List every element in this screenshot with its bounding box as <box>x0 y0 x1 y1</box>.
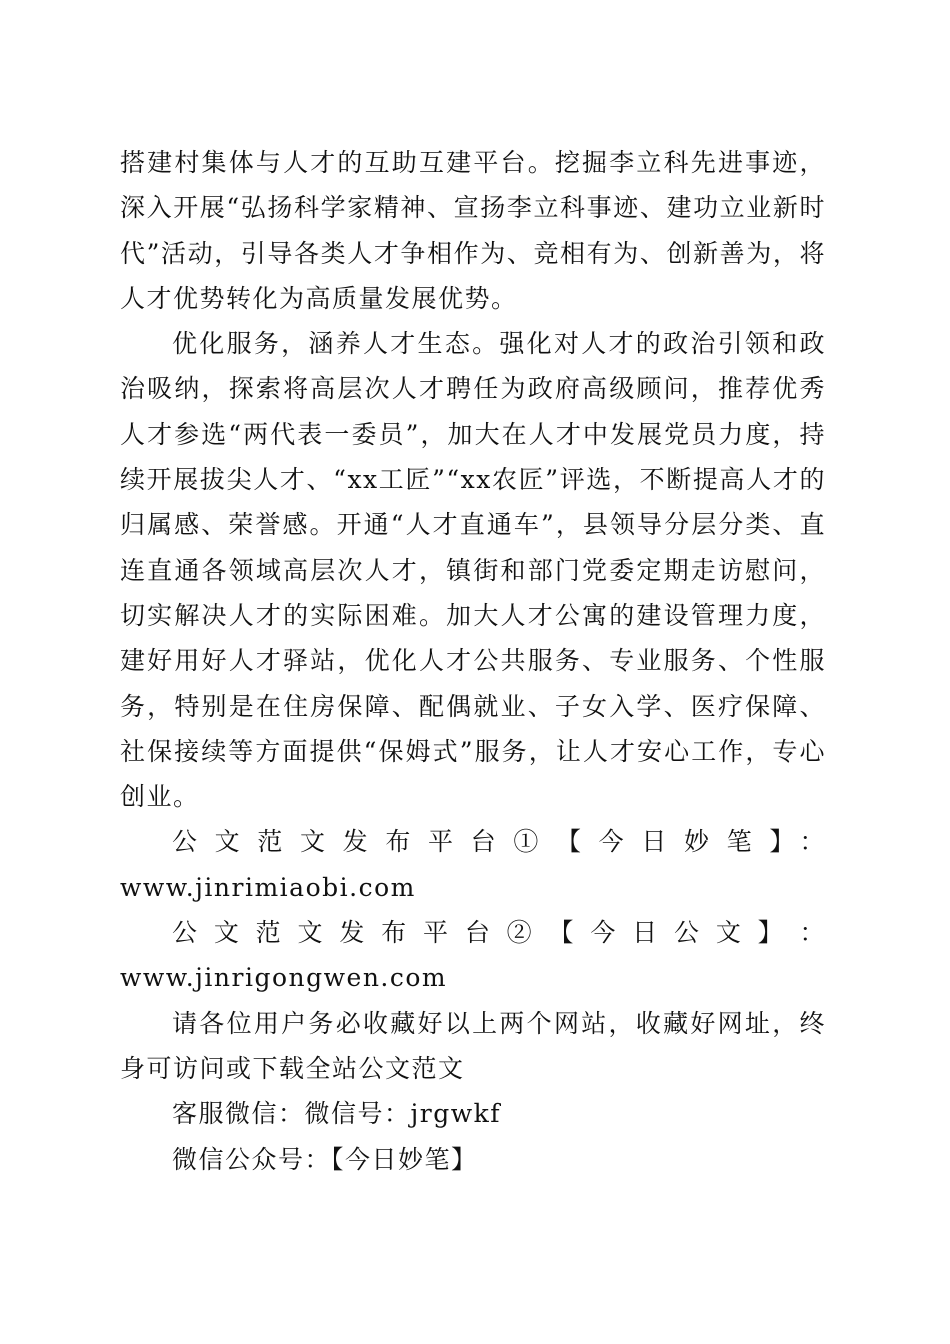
platform-1-label: 公文范文发布平台①【今日妙笔】： <box>172 827 826 857</box>
platform-2-link[interactable]: www.jinrigongwen.com <box>120 963 448 993</box>
paragraph-optimize-service: 优化服务，涵养人才生态。强化对人才的政治引领和政治吸纳，探索将高层次人才聘任为政府高级顾问，推荐优秀人才参选“两代表一委员”，加大在人才中发展党员力度，持续开展拔尖人才、“xx工匠”“xx农匠”评选，不断提高人才的归属感、荣誉感。开通“人才直通车”，县领导分层分类、直连直通各领域高层次人才，镇街和部门党委定期走访慰问，切实解决人才的实际困难。加大人才公寓的建设管理力度，建好用好人才驿站，优化人才公共服务、专业服务、个性服务，特别是在住房保障、配偶就业、子女入学、医疗保障、社保接续等方面提供“保姆式”服务，让人才安心工作，专心创业。 <box>120 329 826 812</box>
platform-1-link[interactable]: www.jinrimiaobi.com <box>120 872 416 902</box>
platform-1-line <box>120 819 826 910</box>
public-account-line: 微信公众号：【今日妙笔】 <box>172 1144 478 1174</box>
platform-2-url-line <box>120 955 826 1000</box>
notice-paragraph: 请各位用户务必收藏好以上两个网站，收藏好网址，终身可访问或下载全站公文范文 <box>120 1008 826 1083</box>
paragraph-talent-platform: 搭建村集体与人才的互助互建平台。挖掘李立科先进事迹，深入开展“弘扬科学家精神、宣扬李立科事迹、建功立业新时代”活动，引导各类人才争相作为、竞相有为、创新善为，将人才优势转化为高质量发展优势。 <box>120 148 826 313</box>
service-wechat-line: 客服微信：微信号：jrgwkf <box>172 1099 502 1129</box>
document-body <box>120 140 826 1182</box>
platform-2-line: 公 文 范 文 发 布 平 台 ② 【 今 日 公 文 】 ： <box>172 918 826 948</box>
